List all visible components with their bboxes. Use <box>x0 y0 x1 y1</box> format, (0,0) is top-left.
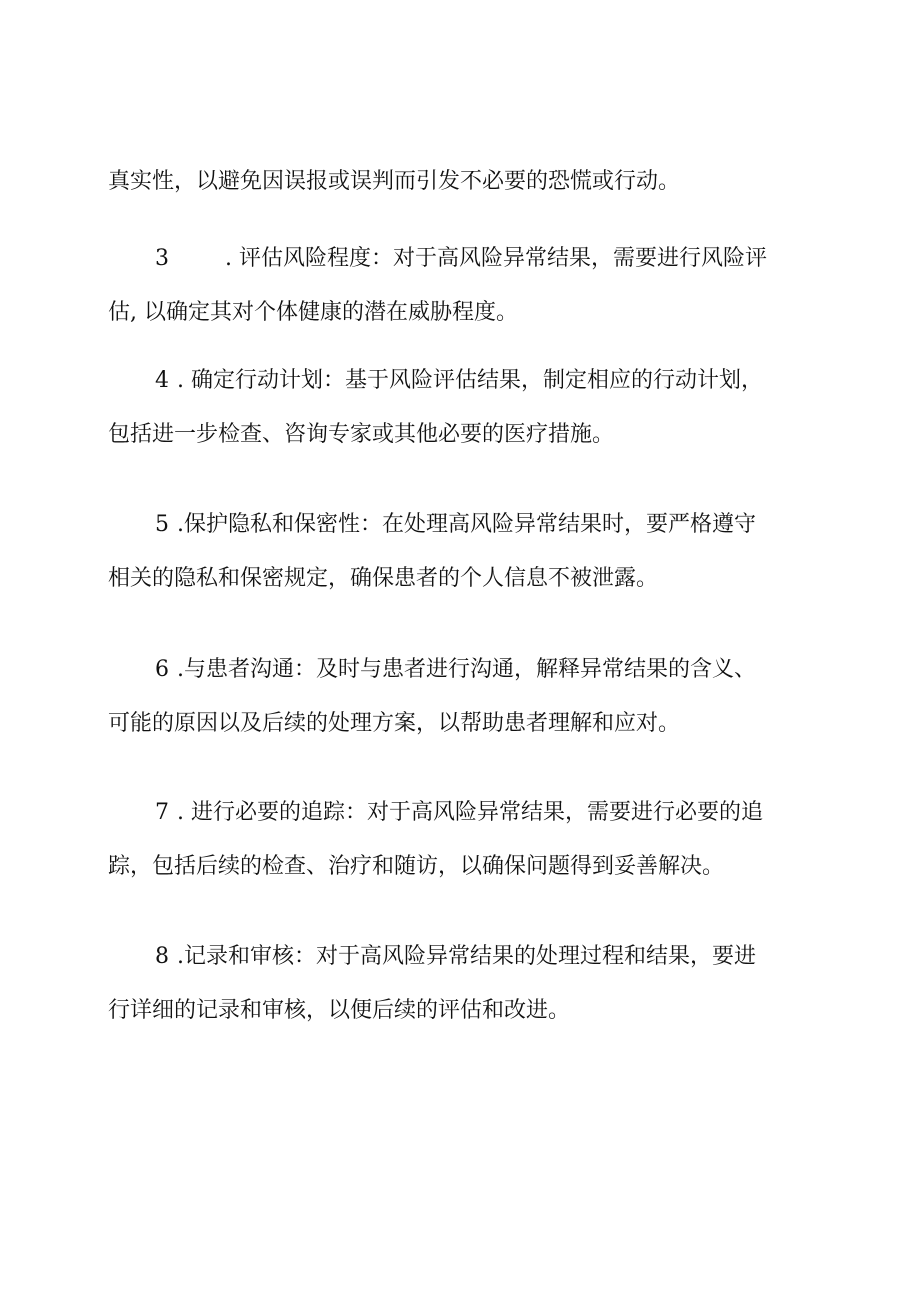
paragraph-line: 行详细的记录和审核，以便后续的评估和改进。 <box>108 998 571 1023</box>
list-item-4 <box>108 354 798 462</box>
item-text: . 确定行动计划：基于风险评估结果，制定相应的行动计划， <box>177 368 763 393</box>
item-number: 7 <box>155 800 169 825</box>
item-text: .记录和审核：对于高风险异常结果的处理过程和结果，要进 <box>177 944 756 969</box>
paragraph-line <box>108 786 798 840</box>
list-item-3 <box>108 232 798 340</box>
list-item-6 <box>108 643 798 751</box>
item-number: 4 <box>155 368 169 393</box>
item-number: 6 <box>155 657 169 682</box>
item-number: 3 <box>155 246 169 271</box>
paragraph-line: 包括进一步检查、咨询专家或其他必要的医疗措施。 <box>108 422 615 447</box>
item-number: 8 <box>155 944 169 969</box>
paragraph-line: 踪，包括后续的检查、治疗和随访，以确保问题得到妥善解决。 <box>108 854 725 879</box>
paragraph-line: 相关的隐私和保密规定，确保患者的个人信息不被泄露。 <box>108 566 659 591</box>
item-text: .保护隐私和保密性：在处理高风险异常结果时，要严格遵守 <box>177 512 756 537</box>
item-text: .与患者沟通：及时与患者进行沟通，解释异常结果的含义、 <box>177 657 756 682</box>
paragraph-line <box>108 354 798 408</box>
paragraph-line <box>108 930 798 984</box>
paragraph-line: 可能的原因以及后续的处理方案，以帮助患者理解和应对。 <box>108 711 681 736</box>
item-number: 5 <box>155 512 169 537</box>
paragraph-line <box>108 498 798 552</box>
list-item-8 <box>108 930 798 1038</box>
item-text: . 评估风险程度：对于高风险异常结果，需要进行风险评 <box>225 246 767 271</box>
paragraph-line <box>108 232 798 286</box>
list-item-5 <box>108 498 798 606</box>
paragraph-line: 估, 以确定其对个体健康的潜在威胁程度。 <box>108 300 518 325</box>
item-text: . 进行必要的追踪：对于高风险异常结果，需要进行必要的追 <box>177 800 763 825</box>
paragraph-line <box>108 643 798 697</box>
list-item-7 <box>108 786 798 894</box>
paragraph-line: 真实性，以避免因误报或误判而引发不必要的恐慌或行动。 <box>108 169 681 194</box>
continuation-paragraph <box>108 155 798 209</box>
